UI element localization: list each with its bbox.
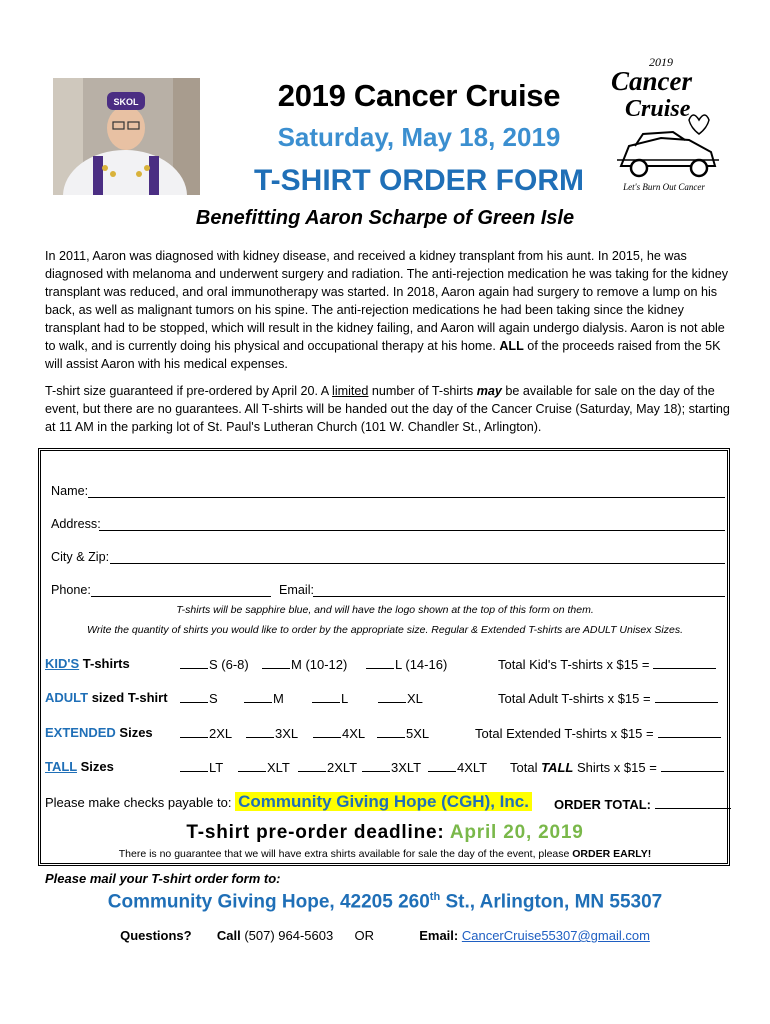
kids-size-m[interactable]: M (10-12) [262,656,347,674]
call-label: Call [216,928,241,943]
tall-size-3xlt[interactable]: 3XLT [362,759,421,777]
mailing-address: Community Giving Hope, 42205 260th St., Arlington, MN 55307 [107,891,663,913]
photo-hat-text: SKOL [113,97,139,107]
checks-payable-line: Please make checks payable to: Community Giving Hope (CGH), Inc. [45,792,532,812]
extended-row-label: EXTENDED Sizes [45,725,153,740]
extended-size-2xl[interactable]: 2XL [180,725,232,743]
name-input-line[interactable] [88,483,725,498]
phone-field-row [51,583,91,599]
kids-row-label: KID'S T-shirts [45,656,130,671]
adult-size-l[interactable]: L [312,690,348,708]
order-total-field[interactable]: ORDER TOTAL: [554,796,731,812]
adult-row-label: ADULT sized T-shirt [45,690,168,705]
email-contact-label: Email: [419,928,462,943]
adult-size-xl[interactable]: XL [378,690,423,708]
tall-row-label: TALL Sizes [45,759,114,774]
tall-size-2xlt[interactable]: 2XLT [298,759,357,777]
mail-instructions: Please mail your T-shirt order form to: [45,871,281,886]
city-field-row [51,550,109,566]
shirt-policy-paragraph: T-shirt size guaranteed if pre-ordered by April 20. A limited number of T-shirts may be available for sale on the day of the event, but there are no guarantees. All T-shirts will be handed out the day of the Cancer Cruise (Saturday, May 18); starting at 11 AM in the parking lot of St. Paul's Lutheran Church (101 W. Chandler St., Arlington). [45,384,730,434]
address-field-row [51,517,101,533]
extended-size-5xl[interactable]: 5XL [377,725,429,743]
adult-total[interactable]: Total Adult T-shirts x $15 = [498,690,718,708]
city-input-line[interactable] [110,549,725,564]
benefit-line: Benefitting Aaron Scharpe of Green Isle [195,207,575,229]
adult-size-m[interactable]: M [244,690,284,708]
adult-size-s[interactable]: S [180,690,218,708]
contact-line [0,928,770,943]
no-guarantee-note: There is no guarantee that we will have extra shirts available for sale the day of the event, please ORDER EARLY! [118,848,652,860]
aaron-photo [53,78,200,195]
payee-name: Community Giving Hope (CGH), Inc. [235,792,532,811]
svg-text:Cancer: Cancer [611,66,692,96]
tall-size-xlt[interactable]: XLT [238,759,290,777]
email-label: Email: [279,583,314,597]
extended-size-4xl[interactable]: 4XL [313,725,365,743]
form-title: T-SHIRT ORDER FORM [254,164,584,197]
phone-input-line[interactable] [91,582,271,597]
story-paragraph: In 2011, Aaron was diagnosed with kidney disease, and received a kidney transplant from his aunt. In 2015, he was diagnosed with melanoma and underwent surgery and radiation. The anti-rejection medication he was taking for the kidney transplant was reduced, and oral immunotherapy was started. In 2018, Aaron again had surgery to remove a lump on his back, as well as malignant tumors on his spine. The anti-rejection medications he had been taking since the kidney transplant had to be stopped, which will result in the kidney failing, and Aaron will again undergo dialysis. Aaron is not able to walk, and is currently doing his physical and occupational therapy at his home. ALL of the proceeds raised from the 5K will assist Aaron with his medical expenses. [45,249,729,371]
address-input-line[interactable] [99,516,725,531]
contact-phone: (507) 964-5603 [240,928,334,943]
kids-size-s[interactable]: S (6-8) [180,656,249,674]
contact-email-link[interactable]: CancerCruise55307@gmail.com [461,928,650,943]
city-label: City & Zip: [51,550,110,564]
cancer-cruise-logo [603,48,725,196]
shirt-color-note: T-shirts will be sapphire blue, and will have the logo shown at the top of this form on them. [176,604,594,616]
svg-text:Cruise: Cruise [625,96,691,122]
tall-size-4xlt[interactable]: 4XLT [428,759,487,777]
kids-total[interactable]: Total Kid's T-shirts x $15 = [498,656,716,674]
name-label: Name: [51,484,89,498]
tall-total[interactable]: Total TALL Shirts x $15 = [510,759,724,777]
address-label: Address: [51,517,101,531]
extended-size-3xl[interactable]: 3XL [246,725,298,743]
name-field-row [51,484,88,500]
kids-size-l[interactable]: L (14-16) [366,656,447,674]
email-field-row [279,583,314,599]
phone-label: Phone: [51,583,91,597]
questions-label: Questions? [120,928,192,943]
page-title: 2019 Cancer Cruise [277,78,561,113]
or-label: OR [354,928,374,943]
event-date: Saturday, May 18, 2019 [277,122,561,152]
quantity-instructions: Write the quantity of shirts you would like to order by the appropriate size. Regular & Extended T-shirts are ADULT Unisex Sizes. [86,624,684,636]
email-input-line[interactable] [313,582,725,597]
svg-text:Let's Burn Out Cancer: Let's Burn Out Cancer [623,182,705,192]
svg-text:2019: 2019 [649,55,673,69]
extended-total[interactable]: Total Extended T-shirts x $15 = [475,725,721,743]
preorder-deadline: T-shirt pre-order deadline: April 20, 2019 [186,822,584,843]
tall-size-lt[interactable]: LT [180,759,223,777]
deadline-date: April 20, 2019 [449,822,584,843]
